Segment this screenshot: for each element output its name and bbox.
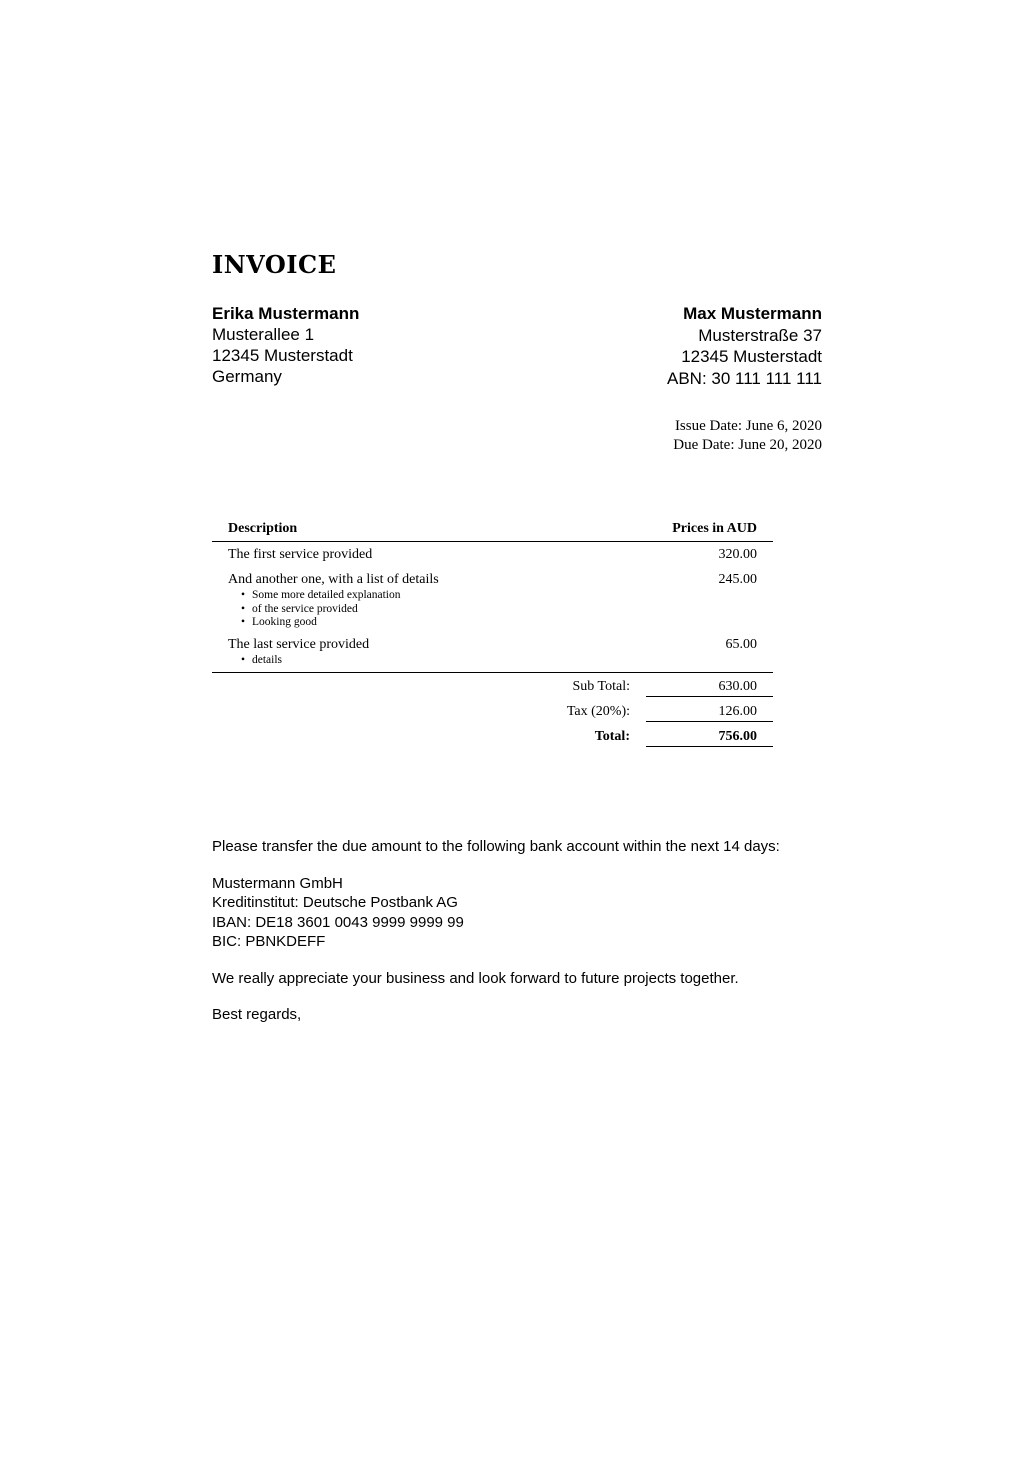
invoice-title: INVOICE [212,250,337,279]
issue-date: Issue Date: June 6, 2020 [674,418,822,434]
table-header [212,520,773,542]
closing: Best regards, [212,1006,302,1023]
recipient-city: 12345 Musterstadt [681,347,822,366]
payment-intro: Please transfer the due amount to the following bank account within the next 14 days: [212,838,780,855]
account-holder: Mustermann GmbH [212,874,343,892]
item-description: And another one, with a list of details [228,572,439,587]
sender-street: Musterallee 1 [212,325,315,344]
sender-address [212,303,359,387]
recipient-address [667,303,822,389]
list-item: • details [242,654,369,668]
list-item: • Looking good [242,616,439,630]
subtotal-row [212,673,773,698]
header-description: Description [228,521,298,536]
recipient-abn: ABN: 30 111 111 111 [666,368,822,388]
bank-name: Kreditinstitut: Deutsche Postbank AG [212,894,458,911]
invoice-dates [673,417,822,455]
item-description: The last service provided [228,636,370,652]
bic: BIC: PBNKDEFF [212,933,326,950]
recipient-street: Musterstraße 37 [698,325,822,345]
subtotal-value: 630.00 [646,678,773,697]
line-items-table [212,520,773,748]
tax-label: Tax (20%): [566,704,630,719]
item-details-list [228,654,369,668]
recipient-name: Max Mustermann [683,304,822,323]
sender-name: Erika Mustermann [212,304,360,323]
payment-instructions [212,837,832,1025]
total-row [212,723,773,748]
item-price: 245.00 [718,572,757,587]
sender-city: 12345 Musterstadt [212,346,353,365]
item-description: The first service provided [228,547,373,562]
tax-row [212,698,773,723]
item-price: 320.00 [718,547,757,562]
table-row [212,571,773,630]
total-label: Total: [594,729,630,744]
item-details-list [228,589,439,630]
header-price: Prices in AUD [672,521,757,536]
table-row [212,636,773,673]
iban: IBAN: DE18 3601 0043 9999 9999 99 [212,913,464,931]
list-item: • of the service provided [242,603,439,617]
subtotal-label: Sub Total: [572,679,630,694]
tax-value: 126.00 [646,703,773,722]
table-row [212,546,773,564]
sender-country: Germany [212,367,282,386]
list-item: • Some more detailed explanation [242,589,439,603]
thanks-note: We really appreciate your business and look forward to future projects together. [212,969,739,987]
total-value: 756.00 [646,728,773,747]
due-date: Due Date: June 20, 2020 [673,437,822,453]
item-price: 65.00 [725,636,757,652]
